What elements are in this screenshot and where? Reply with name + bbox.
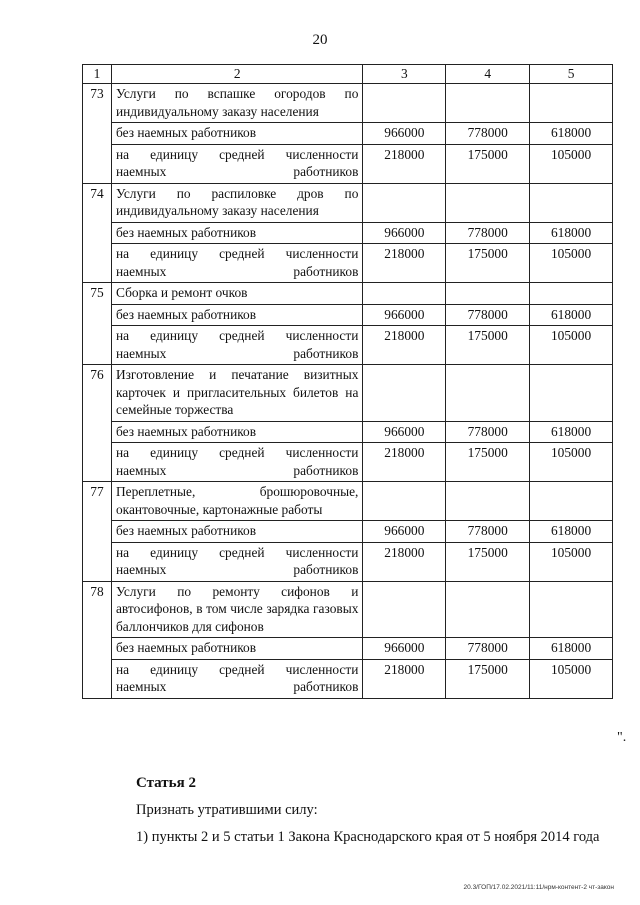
rate-col4: 175000 [446, 144, 530, 183]
rate-col5: 105000 [530, 326, 613, 365]
number-spacer-cell [83, 638, 112, 660]
group-number: 78 [83, 581, 112, 638]
table-row [83, 542, 613, 581]
header-cell-col5: 5 [530, 65, 613, 84]
table-row [83, 521, 613, 543]
row-label: без наемных работников [111, 421, 362, 443]
rate-col4: 175000 [446, 542, 530, 581]
group-title: Переплетные, брошюровочные, окантовочные, картонажные работы [111, 482, 362, 521]
rate-col5: 105000 [530, 659, 613, 698]
rate-col5: 105000 [530, 443, 613, 482]
group-title-row [83, 365, 613, 422]
group-title: Услуги по распиловке дров по индивидуальному заказу населения [111, 183, 362, 222]
rate-col3: 966000 [363, 421, 446, 443]
rate-col5: 618000 [530, 304, 613, 326]
table-row [83, 123, 613, 145]
number-spacer-cell [83, 659, 112, 698]
empty-cell [530, 365, 613, 422]
group-number: 77 [83, 482, 112, 521]
row-label: без наемных работников [111, 123, 362, 145]
page-number: 20 [312, 32, 328, 48]
row-label: без наемных работников [111, 304, 362, 326]
group-number: 74 [83, 183, 112, 222]
rate-col3: 218000 [363, 443, 446, 482]
table-row [83, 326, 613, 365]
group-title-row [83, 84, 613, 123]
table-row [83, 421, 613, 443]
rate-col5: 618000 [530, 421, 613, 443]
group-number: 75 [83, 283, 112, 305]
group-title: Услуги по вспашке огородов по индивидуальному заказу населения [111, 84, 362, 123]
table-row [83, 144, 613, 183]
header-cell-col4: 4 [446, 65, 530, 84]
rate-col5: 105000 [530, 244, 613, 283]
number-spacer-cell [83, 421, 112, 443]
number-spacer-cell [83, 123, 112, 145]
table-row [83, 659, 613, 698]
empty-cell [530, 581, 613, 638]
group-title-row [83, 581, 613, 638]
empty-cell [530, 283, 613, 305]
row-label: без наемных работников [111, 638, 362, 660]
table-row [83, 443, 613, 482]
number-spacer-cell [83, 326, 112, 365]
rate-col4: 175000 [446, 244, 530, 283]
empty-cell [446, 581, 530, 638]
rate-col3: 218000 [363, 542, 446, 581]
row-label: на единицу средней численности наемных работников [111, 659, 362, 698]
rate-col5: 618000 [530, 638, 613, 660]
rate-col5: 618000 [530, 222, 613, 244]
number-spacer-cell [83, 222, 112, 244]
rate-col3: 966000 [363, 222, 446, 244]
empty-cell [530, 183, 613, 222]
empty-cell [446, 482, 530, 521]
empty-cell [446, 183, 530, 222]
empty-cell [530, 84, 613, 123]
rate-col4: 778000 [446, 521, 530, 543]
rate-col5: 105000 [530, 542, 613, 581]
row-label: без наемных работников [111, 222, 362, 244]
row-label: на единицу средней численности наемных работников [111, 443, 362, 482]
rate-col3: 966000 [363, 521, 446, 543]
group-title: Услуги по ремонту сифонов и автосифонов, в том числе зарядка газовых баллончиков для сифонов [111, 581, 362, 638]
empty-cell [446, 283, 530, 305]
row-label: без наемных работников [111, 521, 362, 543]
table-row [83, 638, 613, 660]
number-spacer-cell [83, 144, 112, 183]
closing-quote: ". [617, 730, 627, 745]
table-row [83, 244, 613, 283]
empty-cell [363, 365, 446, 422]
empty-cell [363, 183, 446, 222]
table-header-row [83, 65, 613, 84]
rate-col3: 218000 [363, 659, 446, 698]
article-title: Статья 2 [136, 775, 196, 791]
header-cell-col2: 2 [111, 65, 362, 84]
empty-cell [363, 482, 446, 521]
group-title-row [83, 283, 613, 305]
rate-col4: 175000 [446, 326, 530, 365]
article-paragraph-1: Признать утратившими силу: [136, 802, 318, 818]
empty-cell [363, 283, 446, 305]
group-title: Сборка и ремонт очков [111, 283, 362, 305]
empty-cell [446, 365, 530, 422]
number-spacer-cell [83, 521, 112, 543]
rate-col4: 778000 [446, 304, 530, 326]
group-title-row [83, 482, 613, 521]
row-label: на единицу средней численности наемных работников [111, 326, 362, 365]
rate-col3: 966000 [363, 123, 446, 145]
empty-cell [530, 482, 613, 521]
table-row [83, 222, 613, 244]
empty-cell [446, 84, 530, 123]
rate-col3: 218000 [363, 244, 446, 283]
rate-col3: 966000 [363, 304, 446, 326]
table-row [83, 304, 613, 326]
group-number: 73 [83, 84, 112, 123]
group-title: Изготовление и печатание визитных карточек и пригласительных билетов на семейные торжества [111, 365, 362, 422]
tax-rates-table [82, 64, 613, 699]
number-spacer-cell [83, 244, 112, 283]
number-spacer-cell [83, 542, 112, 581]
number-spacer-cell [83, 304, 112, 326]
rate-col4: 778000 [446, 421, 530, 443]
rate-col4: 175000 [446, 443, 530, 482]
empty-cell [363, 581, 446, 638]
rate-col3: 218000 [363, 326, 446, 365]
row-label: на единицу средней численности наемных работников [111, 542, 362, 581]
empty-cell [363, 84, 446, 123]
header-cell-col3: 3 [363, 65, 446, 84]
rate-col5: 618000 [530, 521, 613, 543]
number-spacer-cell [83, 443, 112, 482]
rate-col4: 778000 [446, 222, 530, 244]
footer-document-code: 20.3/ГОП/17.02.2021/11:11/нрм-контент-2 чт-закон [463, 884, 614, 891]
rate-col4: 778000 [446, 123, 530, 145]
rate-col5: 105000 [530, 144, 613, 183]
header-cell-col1: 1 [83, 65, 112, 84]
group-number: 76 [83, 365, 112, 422]
rate-col5: 618000 [530, 123, 613, 145]
row-label: на единицу средней численности наемных работников [111, 244, 362, 283]
rate-col4: 778000 [446, 638, 530, 660]
row-label: на единицу средней численности наемных работников [111, 144, 362, 183]
group-title-row [83, 183, 613, 222]
rate-col3: 966000 [363, 638, 446, 660]
rate-col3: 218000 [363, 144, 446, 183]
rate-col4: 175000 [446, 659, 530, 698]
article-paragraph-2: 1) пункты 2 и 5 статьи 1 Закона Краснодарского края от 5 ноября 2014 года [136, 829, 600, 845]
